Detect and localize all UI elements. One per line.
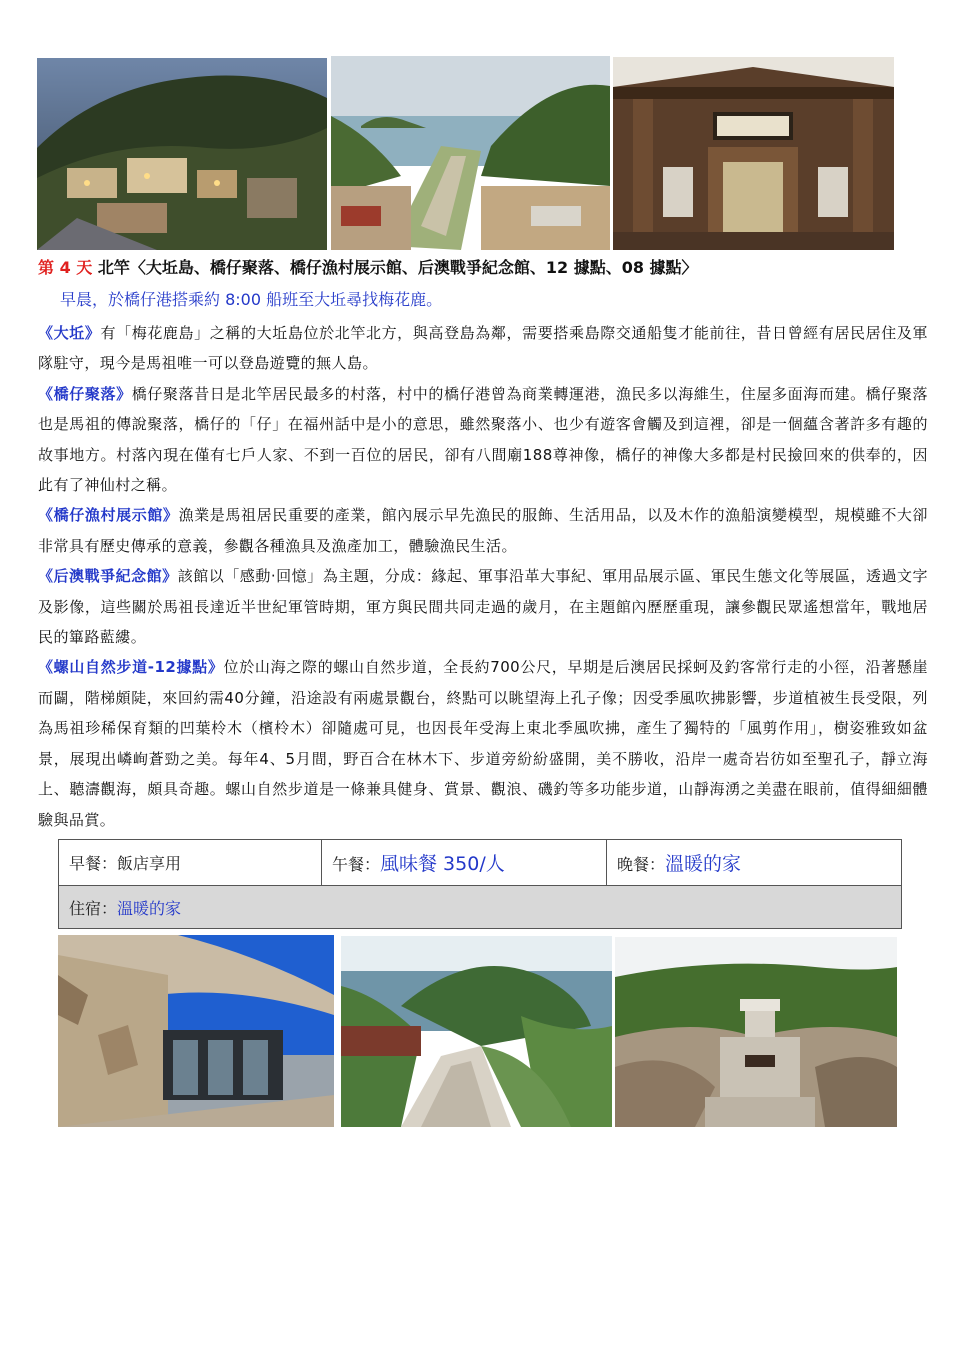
lodging-row [59, 886, 902, 929]
section-text: 有「梅花鹿島」之稱的大坵島位於北竿北方，與高登島為鄰，需要搭乘島際交通船隻才能前往，昔日曾經有居民居住及軍隊駐守，現今是馬祖唯一可以登島遊覽的無人島。 [38, 324, 928, 373]
photo-war-memorial-building [58, 935, 334, 1127]
section-keyword: 《螺山自然步道-12據點》 [38, 658, 224, 677]
section-text: 該館以「感動‧回憶」為主題，分成：緣起、軍事沿革大事紀、軍用品展示區、軍民生態文化等展區，透過文字及影像，這些關於馬祖長達近半世紀軍管時期，軍方與民間共同走過的歲月，在主題館內歷歷重現，讓參觀民眾遙想當年，戰地居民的篳路藍縷。 [38, 567, 928, 647]
section-text: 位於山海之際的螺山自然步道，全長約700公尺，早期是后澳居民採蚵及釣客常行走的小徑，沿著懸崖而闢，階梯頗陡，來回約需40分鐘，沿途設有兩處景觀台，終點可以眺望海上孔子像；因受季風吹拂影響，步道植被生長受限，列為馬祖珍稀保育類的凹葉柃木（檳柃木）卻隨處可見，也因長年受海上東北季風吹拂，產生了獨特的「風剪作用」，樹姿雅致如盆景，展現出嶙峋蒼勁之美。每年4、5月間，野百合在林木下、步道旁紛紛盛開，美不勝收，沿岸一處奇岩彷如至聖孔子，靜立海上、聽濤觀海，頗具奇趣。螺山自然步道是一條兼具健身、賞景、觀浪、磯釣等多功能步道，山靜海湧之美盡在眼前，值得細細體驗與品賞。 [38, 658, 928, 829]
section-keyword: 《橋仔聚落》 [38, 384, 132, 403]
section-keyword: 《后澳戰爭紀念館》 [38, 567, 178, 586]
breakfast-label: 早餐： [69, 854, 118, 873]
photo-banli-old-house [613, 57, 894, 250]
section-keyword: 《大坵》 [38, 324, 101, 342]
section-qiaozi-village [38, 379, 928, 501]
photo-beigan-airport-view [331, 56, 610, 250]
section-text: 橋仔聚落昔日是北竿居民最多的村落，村中的橋仔港曾為商業轉運港，漁民多以海維生，住屋多面海而建。橋仔聚落也是馬祖的傳說聚落，橋仔的「仔」在福州話中是小的意思，雖然聚落小、也少有遊客會觸及到這裡，卻是一個蘊含著許多有趣的故事地方。村落內現在僅有七戶人家、不到一百位的居民，卻有八間廟188尊神像，橋仔的神像大多都是村民撿回來的供奉的，因此有了神仙村之稱。 [38, 384, 928, 495]
section-fishing-museum [38, 500, 928, 561]
breakfast-cell [59, 840, 322, 886]
photo-luoshan-trail [341, 936, 612, 1127]
section-luoshan-trail [38, 652, 928, 834]
lodging-label: 住宿： [69, 898, 118, 918]
section-keyword: 《橋仔漁村展示館》 [38, 506, 179, 525]
day-intro: 早晨，於橋仔港搭乘約 8:00 船班至大坵尋找梅花鹿。 [60, 290, 443, 309]
dinner-value: 溫暖的家 [665, 853, 742, 875]
lodging-value: 溫暖的家 [117, 898, 182, 918]
dinner-cell [607, 840, 902, 886]
lunch-label: 午餐： [332, 855, 381, 874]
day-route: 北竿〈大坵島、橋仔聚落、橋仔漁村展示館、后澳戰爭紀念館、12 據點、08 據點〉 [92, 258, 698, 277]
section-text: 漁業是馬祖居民重要的產業，館內展示早先漁民的服飾、生活用品，以及木作的漁船演變模型，規模雖不大卻非常具有歷史傳承的意義，參觀各種漁具及漁產加工，體驗漁民生活。 [38, 506, 928, 555]
meals-table [58, 839, 902, 929]
lodging-cell [59, 886, 902, 929]
section-war-memorial [38, 561, 928, 652]
photo-dakun-night-village [37, 58, 327, 250]
day-title [38, 257, 918, 279]
meals-row [59, 840, 902, 886]
breakfast-value: 飯店享用 [117, 854, 182, 873]
lunch-value: 風味餐 350/人 [380, 853, 505, 875]
itinerary-body [38, 318, 928, 835]
day-number: 第 4 天 [38, 258, 93, 277]
lunch-cell [322, 840, 607, 886]
dinner-label: 晚餐： [617, 855, 666, 874]
photo-dakun-monument [615, 937, 897, 1127]
section-dakun [38, 318, 928, 379]
